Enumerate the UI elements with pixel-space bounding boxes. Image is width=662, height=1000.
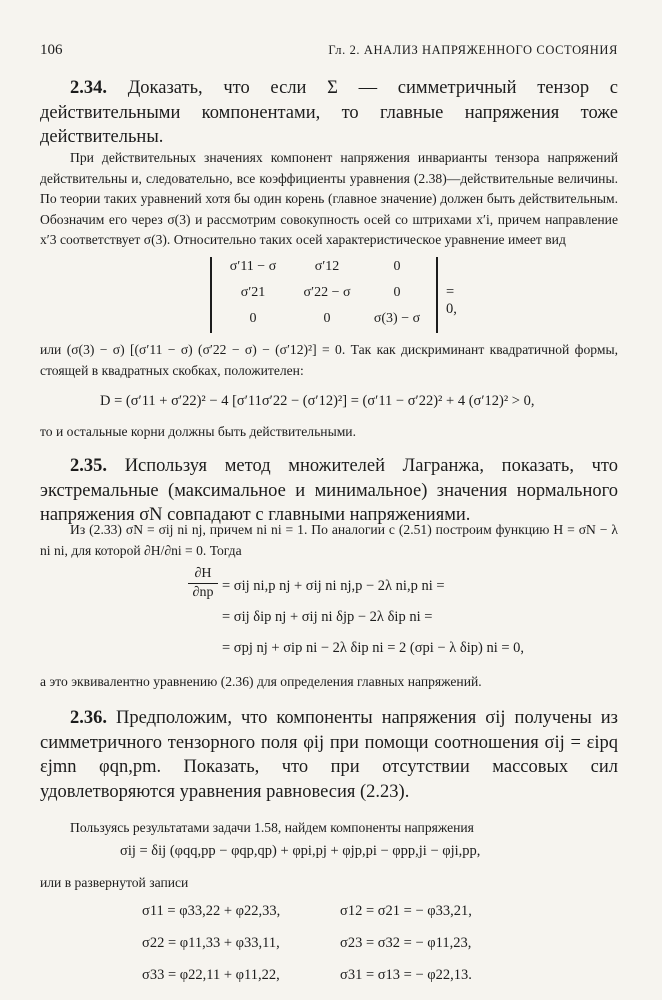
characteristic-determinant (208, 255, 468, 337)
det-cell-12: σ′12 (314, 259, 340, 274)
page-number: 106 (40, 42, 63, 58)
det-cell-23: 0 (393, 285, 401, 300)
problem-number: 2.34. (70, 78, 107, 98)
solution-2-36-paragraph-2: или в развернутой записи (40, 875, 189, 890)
problem-2-36-statement (40, 706, 618, 804)
det-cell-21: σ′21 (240, 285, 266, 300)
det-cell-22: σ′22 − σ (303, 285, 351, 300)
fraction-denominator: ∂np (192, 585, 214, 600)
partial-derivative-fraction (188, 566, 218, 601)
det-cell-33: σ(3) − σ (373, 311, 421, 326)
page-header (40, 42, 618, 62)
det-cell-31: 0 (249, 311, 257, 326)
component-sigma-23: σ23 = σ32 = − φ11,23, (340, 935, 472, 951)
det-cell-32: 0 (323, 311, 331, 326)
solution-2-34-paragraph-3: то и остальные корни должны быть действительными. (40, 424, 356, 439)
solution-2-35-paragraph-1: Из (2.33) σN = σij ni nj, причем ni ni = 1. По аналогии с (2.51) построим функцию H = σN − λ ni ni, для которой ∂H/∂ni = 0. Тогда (40, 522, 618, 558)
determinant-rhs: = 0, (446, 284, 457, 317)
problem-text: Предположим, что компоненты напряжения σij получены из симметричного тензорного поля φij при помощи соотношения σij = εipq εjmn φqn,pm. Показать, что при отсутствии массовых сил удовлетворяются уравнения равновесия (2.23). (40, 708, 618, 802)
equation-discriminant: D = (σ′11 + σ′22)² − 4 [σ′11σ′22 − (σ′12)²] = (σ′11 − σ′22)² + 4 (σ′12)² > 0, (100, 393, 535, 409)
det-cell-13: 0 (393, 259, 401, 274)
component-sigma-11: σ11 = φ33,22 + φ22,33, (142, 903, 281, 919)
det-cell-11: σ′11 − σ (229, 259, 277, 274)
problem-number: 2.36. (70, 708, 107, 728)
solution-2-34-paragraph-1: При действительных значениях компонент напряжения инварианты тензора напряжений действительны и, следовательно, все коэффициенты уравнения (2.38)—действительные величины. По теории таких уравнений хотя бы один корень (главное значение) должен быть действительным. Обозначим его через σ(3) и рассмотрим совокупность осей со штрихами x′i, причем направление x′3 соответствует σ(3). Относительно таких осей характеристическое уравнение имеет вид (40, 150, 618, 247)
solution-2-34-paragraph-2: или (σ(3) − σ) [(σ′11 − σ) (σ′22 − σ) − (σ′12)²] = 0. Так как дискриминант квадратичной формы, стоящей в квадратных скобках, положителен: (40, 342, 618, 378)
running-head: Гл. 2. АНАЛИЗ НАПРЯЖЕННОГО СОСТОЯНИЯ (328, 43, 618, 57)
equation-line-2: = σij δip nj + σij ni δjp − 2λ δip ni = (222, 609, 433, 625)
fraction-line (188, 583, 218, 584)
determinant-left-bar (210, 257, 212, 333)
equation-line-3: = σpj nj + σip ni − 2λ δip ni = 2 (σpi − λ δip) ni = 0, (222, 640, 525, 656)
component-sigma-31: σ31 = σ13 = − φ22,13. (340, 967, 472, 983)
equation-line-1: = σij ni,p nj + σij ni nj,p − 2λ ni,p ni = (222, 578, 445, 594)
component-sigma-22: σ22 = φ11,33 + φ33,11, (142, 935, 280, 951)
fraction-numerator: ∂H (194, 566, 212, 581)
problem-2-34-statement (40, 76, 618, 150)
problem-2-35-statement (40, 454, 618, 528)
solution-2-36-paragraph-1: Пользуясь результатами задачи 1.58, найдем компоненты напряжения (70, 820, 474, 835)
component-sigma-33: σ33 = φ22,11 + φ11,22, (142, 967, 280, 983)
determinant-right-bar (436, 257, 438, 333)
problem-number: 2.35. (70, 456, 107, 476)
book-page (40, 0, 618, 1000)
component-sigma-12: σ12 = σ21 = − φ33,21, (340, 903, 472, 919)
problem-text: Доказать, что если Σ — симметричный тензор с действительными компонентами, то главные напряжения тоже действительны. (40, 78, 618, 147)
equation-stress-components: σij = δij (φqq,pp − φqp,qp) + φpi,pj + φjp,pi − φpp,ji − φji,pp, (120, 843, 481, 859)
problem-text: Используя метод множителей Лагранжа, показать, что экстремальные (максимальное и минимальное) значения нормального напряжения σN совпадают с главными напряжениями. (40, 456, 619, 525)
solution-2-35-paragraph-2: а это эквивалентно уравнению (2.36) для определения главных напряжений. (40, 674, 482, 689)
